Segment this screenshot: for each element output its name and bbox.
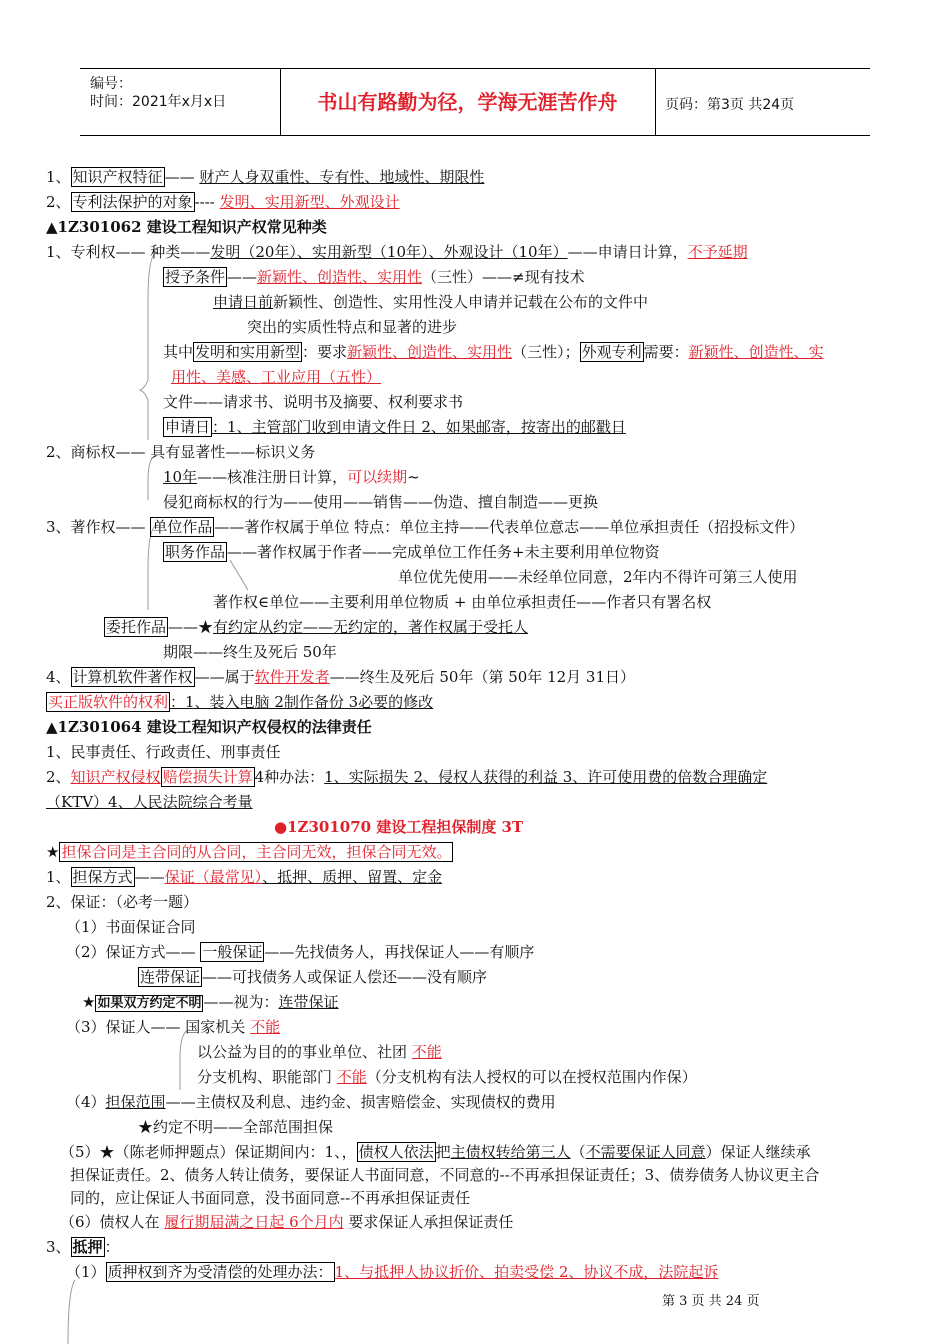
line-copyright-belongs: 著作权∈单位——主要利用单位物质 + 由单位承担责任——作者只有署名权 bbox=[213, 593, 712, 611]
line-grant-conditions: 授予条件 ——新颖性、创造性、实用性（三性）——≠现有技术 bbox=[165, 268, 585, 286]
line-ktv: （KTV）4、人民法院综合考量 bbox=[46, 793, 253, 811]
line-commissioned: 委托作品 ——★有约定从约定——无约定的，著作权属于受托人 bbox=[106, 618, 529, 636]
line-general-guaranty: （2）保证方式—— 一般保证 ——先找债务人，再找保证人——有顺序 bbox=[66, 943, 535, 961]
section-heading-1062: ▲1Z301062 建设工程知识产权常见种类 bbox=[46, 218, 327, 236]
line-copyright-unit: 3、著作权—— 单位作品 ——著作权属于单位 特点：单位主持——代表单位意志——单位承担责任（招投标文件） bbox=[46, 518, 805, 536]
line-trademark-infringe: 侵犯商标权的行为——使用——销售——伪造、擅自制造——更换 bbox=[163, 493, 599, 511]
line-five-properties: 用性、美感、工业应用（五性） bbox=[171, 368, 382, 386]
line-guaranty: 2、保证：（必考一题） bbox=[46, 893, 199, 911]
line-documents: 文件——请求书、说明书及摘要、权利要求书 bbox=[163, 393, 464, 411]
header-motto: 书山有路勤为径，学海无涯苦作舟 bbox=[280, 69, 656, 135]
line-patent-types: 1、专利权—— 种类——发明（20年）、实用新型（10年）、外观设计（10年）——申请日计算，不予延期 bbox=[46, 243, 748, 261]
line-written-contract: （1）书面保证合同 bbox=[66, 918, 196, 936]
line-pledge-handling: （1） 质押权到齐为受清偿的处理办法： 1、与抵押人协议折价、拍卖受偿 2、协议不成，法院起诉 bbox=[66, 1263, 719, 1281]
line-guarantor-branch: 分支机构、职能部门 不能（分支机构有法人授权的可以在授权范围内作保） bbox=[197, 1068, 697, 1086]
line-invention-requirements: 其中 发明和实用新型 ：要求新颖性、创造性、实用性（三性）； 外观专利 需要：新颖性、创造性、实 bbox=[163, 343, 824, 361]
line-period-2: 担保证责任。2、债务人转让债务，要保证人书面同意，不同意的--不再承担保证责任；3、债券债务人协议更主合 bbox=[70, 1166, 820, 1184]
line-trademark-term: 10年——核准注册日计算，可以续期~ bbox=[163, 468, 420, 486]
line-trademark: 2、商标权—— 具有显著性——标识义务 bbox=[46, 443, 316, 461]
line-compensation-methods: 2、知识产权侵权 赔偿损失计算 4种办法：1、实际损失 2、侵权人获得的利益 3、许可使用费的倍数合理确定 bbox=[46, 768, 768, 786]
line-scope-unclear: ★约定不明——全部范围担保 bbox=[138, 1118, 334, 1136]
line-scope: （4）担保范围——主债权及利息、违约金、损害赔偿金、实现债权的费用 bbox=[66, 1093, 556, 1111]
line-unclear-agreement: ★ 如果双方约定不明 ——视为：连带保证 bbox=[82, 993, 339, 1011]
line-filing-date: 申请日 ：1、主管部门收到申请文件日 2、如果邮寄，按寄出的邮戳日 bbox=[165, 418, 626, 436]
line-period-1: （5）★（陈老师押题点）保证期间内：1、， 债权人依法 把主债权转给第三人（不需要保证人同意）保证人继续承 bbox=[60, 1143, 811, 1161]
line-guarantee-contract: ★ 担保合同是主合同的从合同，主合同无效，担保合同无效。 bbox=[46, 843, 452, 861]
line-period-3: 同的，应让保证人书面同意，没书面同意--不再承担保证责任 bbox=[70, 1189, 471, 1207]
line-ip-features: 1、 知识产权特征 —— 财产人身双重性、专有性、地域性、期限性 bbox=[46, 168, 485, 186]
line-mortgage: 3、 抵押 ： bbox=[46, 1238, 120, 1256]
line-guarantor-state: （3）保证人—— 国家机关 不能 bbox=[66, 1018, 281, 1036]
line-joint-guaranty: 连带保证 ——可找债务人或保证人偿还——没有顺序 bbox=[140, 968, 488, 986]
line-patent-objects: 2、 专利法保护的对象 ---- 发明、实用新型、外观设计 bbox=[46, 193, 400, 211]
line-substantive: 突出的实质性特点和显著的进步 bbox=[247, 318, 458, 336]
line-guarantor-public: 以公益为目的的事业单位、社团 不能 bbox=[197, 1043, 442, 1061]
page-footer: 第 3 页 共 24 页 bbox=[662, 1294, 760, 1309]
line-guarantee-methods: 1、 担保方式 ——保证（最常见）、抵押、质押、留置、定金 bbox=[46, 868, 443, 886]
line-software: 4、 计算机软件著作权 ——属于软件开发者——终生及死后 50年（第 50年 12月 31日） bbox=[46, 668, 636, 686]
line-liability-types: 1、民事责任、行政责任、刑事责任 bbox=[46, 743, 281, 761]
time-label: 时间：2021年x月x日 bbox=[90, 94, 227, 110]
line-six-months: （6）债权人在 履行期届满之日起 6个月内 要求保证人承担保证责任 bbox=[60, 1213, 514, 1231]
section-heading-1064: ▲1Z301064 建设工程知识产权侵权的法律责任 bbox=[46, 718, 372, 736]
line-copyright-job: 职务作品 ——著作权属于作者——完成单位工作任务+未主要利用单位物资 bbox=[165, 543, 660, 561]
section-heading-1070: ●1Z301070 建设工程担保制度 3T bbox=[274, 818, 524, 836]
line-software-rights: 买正版软件的权利 ：1、装入电脑 2制作备份 3必要的修改 bbox=[48, 693, 434, 711]
header-page-info: 页码：第3页 共24页 bbox=[665, 97, 795, 113]
line-copyright-term: 期限——终生及死后 50年 bbox=[163, 643, 337, 661]
code-label: 编号： bbox=[90, 76, 132, 92]
line-unit-priority: 单位优先使用——未经单位同意，2年内不得许可第三人使用 bbox=[398, 568, 798, 586]
line-before-filing: 申请日前新颖性、创造性、实用性没人申请并记载在公布的文件中 bbox=[213, 293, 649, 311]
